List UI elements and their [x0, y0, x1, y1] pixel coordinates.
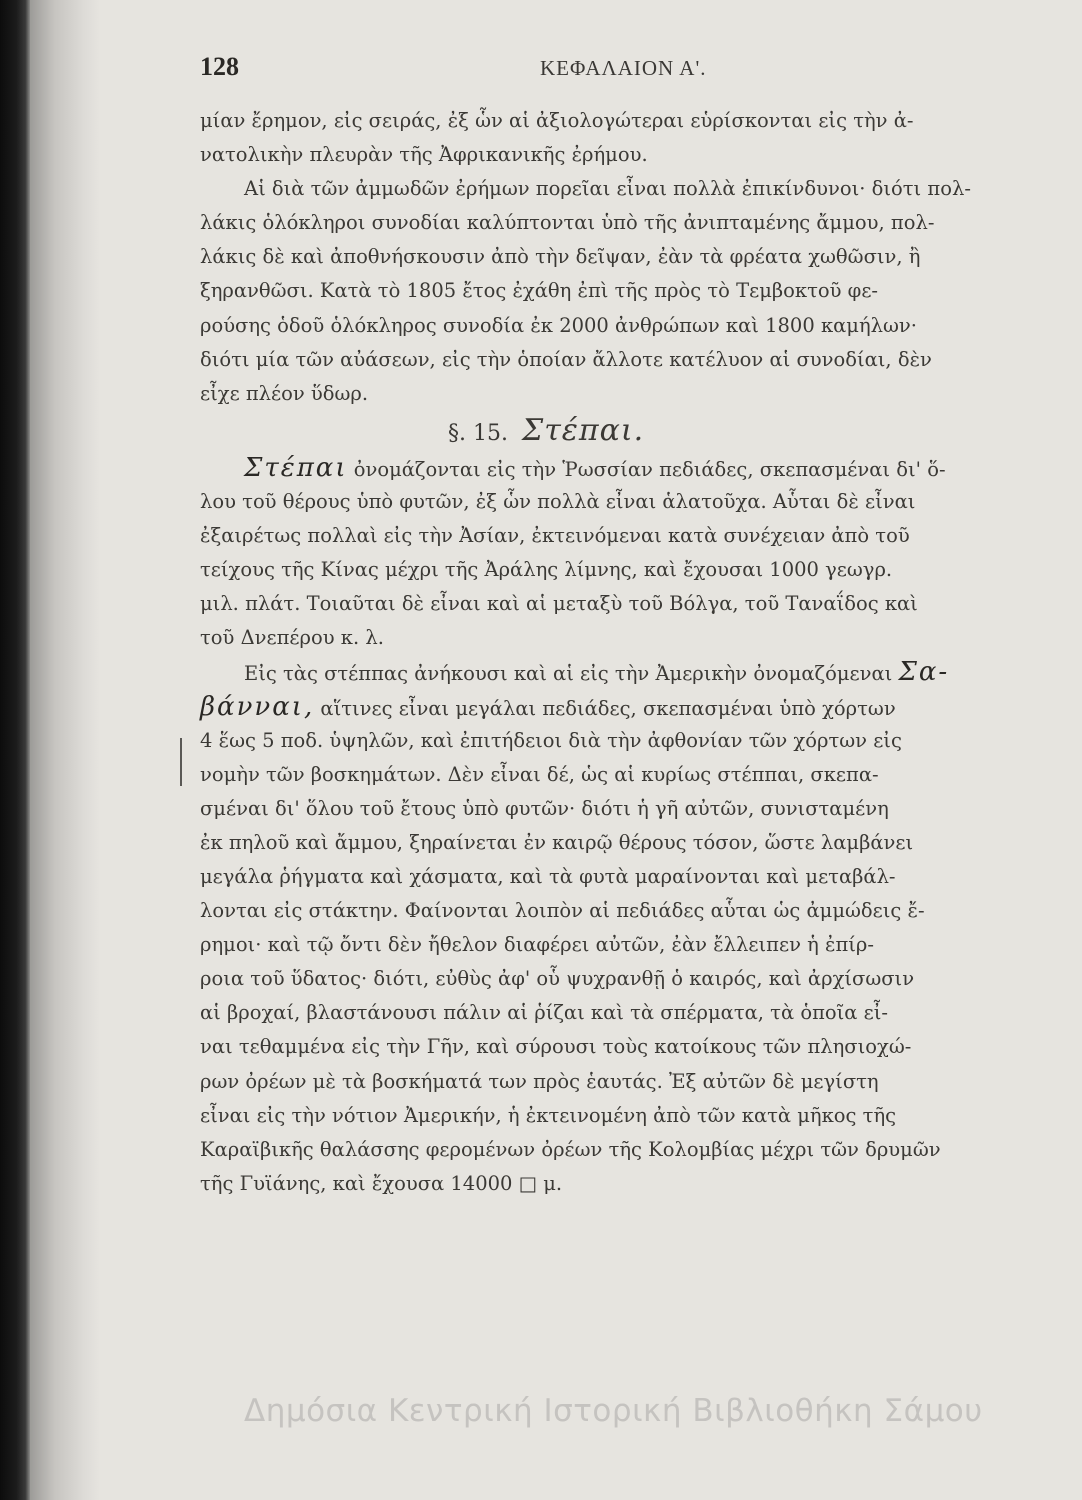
page-gutter-shadow — [30, 0, 100, 1500]
text-line: λονται εἰς στάκτην. Φαίνονται λοιπὸν αἱ πεδιάδες αὗται ὡς ἀμμώδεις ἔ- — [200, 899, 925, 923]
page-header — [200, 52, 1000, 92]
text-line: ρων ὀρέων μὲ τὰ βοσκήματά των πρὸς ἑαυτάς. Ἐξ αὐτῶν δὲ μεγίστη — [200, 1069, 879, 1093]
text-line: Καραϊβικῆς θαλάσσης φερομένων ὀρέων τῆς Κολομβίας μέχρι τῶν δρυμῶν — [200, 1137, 941, 1161]
text-line: λου τοῦ θέρους ὑπὸ φυτῶν, ἐξ ὧν πολλὰ εἶναι ἁλατοῦχα. Αὗται δὲ εἶναι — [200, 489, 916, 513]
text-line: ρημοι· καὶ τῷ ὄντι δὲν ἤθελον διαφέρει αὐτῶν, ἐὰν ἔλλειπεν ἡ ἐπίρ- — [200, 933, 874, 957]
text-line: νατολικὴν πλευρὰν τῆς Ἀφρικανικῆς ἐρήμου. — [200, 143, 648, 167]
text-line-start: Εἰς τὰς στέππας ἀνήκουσι καὶ αἱ εἰς τὴν Ἀμερικὴν ὀνομαζόμεναι — [244, 662, 893, 686]
term-steppes: Στέπαι — [244, 452, 348, 483]
text-line: μεγάλα ῥήγματα καὶ χάσματα, καὶ τὰ φυτὰ μαραίνονται καὶ μεταβάλ- — [200, 864, 896, 888]
section-title: Στέπαι. — [521, 412, 645, 448]
text-line: τῆς Γυϊάνης, καὶ ἔχουσα 14000 □ μ. — [200, 1171, 563, 1195]
book-spine — [0, 0, 30, 1500]
text-line: ξηρανθῶσι. Κατὰ τὸ 1805 ἔτος ἐχάθη ἐπὶ τῆς πρὸς τὸ Τεμβοκτοῦ φε- — [200, 279, 879, 303]
page-body — [200, 104, 1018, 1201]
text-line: τοῦ Δνεπέρου κ. λ. — [200, 626, 384, 650]
margin-mark — [180, 738, 182, 786]
text-line: λάκις δὲ καὶ ἀποθνήσκουσιν ἀπὸ τὴν δεῖψαν, ἐὰν τὰ φρέατα χωθῶσιν, ἢ — [200, 245, 921, 269]
section-number: §. 15. — [448, 420, 508, 446]
text-line: μίαν ἔρημον, εἰς σειράς, ἐξ ὧν αἱ ἀξιολογώτεραι εὑρίσκονται εἰς τὴν ἀ- — [200, 109, 914, 132]
text-line-rest: ὀνομάζονται εἰς τὴν Ῥωσσίαν πεδιάδες, σκεπασμέναι δι' ὅ- — [347, 457, 946, 481]
text-line: αἱ βροχαί, βλαστάνουσι πάλιν αἱ ῥίζαι καὶ τὰ σπέρματα, τὰ ὁποῖα εἶ- — [200, 1001, 888, 1025]
text-line: ναι τεθαμμένα εἰς τὴν Γῆν, καὶ σύρουσι τοὺς κατοίκους τῶν πλησιοχώ- — [200, 1035, 912, 1059]
library-watermark: Δημόσια Κεντρική Ιστορική Βιβλιοθήκη Σάμου — [244, 1393, 983, 1429]
section-heading — [200, 411, 1018, 451]
text-line: μιλ. πλάτ. Τοιαῦται δὲ εἶναι καὶ αἱ μεταξὺ τοῦ Βόλγα, τοῦ Ταναΐδος καὶ — [200, 592, 918, 616]
paragraph-first-line — [200, 451, 1018, 485]
term-savannas-part2: βάνναι, — [200, 691, 315, 722]
text-line: εἶναι εἰς τὴν νότιον Ἀμερικήν, ἡ ἐκτεινομένη ἀπὸ τῶν κατὰ μῆκος τῆς — [200, 1103, 897, 1127]
text-line: 4 ἕως 5 ποδ. ὑψηλῶν, καὶ ἐπιτήδειοι διὰ τὴν ἀφθονίαν τῶν χόρτων εἰς — [200, 728, 902, 752]
text-line: τείχους τῆς Κίνας μέχρι τῆς Ἀράλης λίμνης, καὶ ἔχουσαι 1000 γεωγρ. — [200, 558, 893, 582]
running-head: ΚΕΦΑΛΑΙΟΝ Α'. — [540, 56, 707, 80]
page-number: 128 — [200, 52, 239, 81]
text-line: Αἱ διὰ τῶν ἀμμωδῶν ἐρήμων πορεῖαι εἶναι πολλὰ ἐπικίνδυνοι· διότι πολ- — [244, 177, 971, 201]
text-line: σμέναι δι' ὅλου τοῦ ἔτους ὑπὸ φυτῶν· διότι ἡ γῆ αὐτῶν, συνισταμένη — [200, 796, 889, 820]
text-line: ἐκ πηλοῦ καὶ ἄμμου, ξηραίνεται ἐν καιρῷ θέρους τόσον, ὥστε λαμβάνει — [200, 830, 914, 854]
text-line: ἐξαιρέτως πολλαὶ εἰς τὴν Ἀσίαν, ἐκτεινόμεναι κατὰ συνέχειαν ἀπὸ τοῦ — [200, 524, 910, 548]
text-line-rest: αἵτινες εἶναι μεγάλαι πεδιάδες, σκεπασμέναι ὑπὸ χόρτων — [314, 696, 896, 720]
text-line: ροια τοῦ ὕδατος· διότι, εὐθὺς ἀφ' οὗ ψυχρανθῇ ὁ καιρός, καὶ ἀρχίσωσιν — [200, 967, 915, 991]
text-line: νομὴν τῶν βοσκημάτων. Δὲν εἶναι δέ, ὡς αἱ κυρίως στέππαι, σκεπα- — [200, 762, 879, 786]
text-line: λάκις ὁλόκληροι συνοδίαι καλύπτονται ὑπὸ τῆς ἀνιπταμένης ἄμμου, πολ- — [200, 211, 935, 235]
text-line: ρούσης ὁδοῦ ὁλόκληρος συνοδία ἐκ 2000 ἀνθρώπων καὶ 1800 καμήλων· — [200, 313, 917, 337]
paragraph-first-line — [200, 655, 1018, 689]
text-line — [200, 690, 1018, 724]
text-line: εἶχε πλέον ὕδωρ. — [200, 381, 369, 405]
text-line: διότι μία τῶν αὐάσεων, εἰς τὴν ὁποίαν ἄλλοτε κατέλυον αἱ συνοδίαι, δὲν — [200, 347, 932, 371]
term-savannas-part1: Σα- — [898, 657, 950, 688]
